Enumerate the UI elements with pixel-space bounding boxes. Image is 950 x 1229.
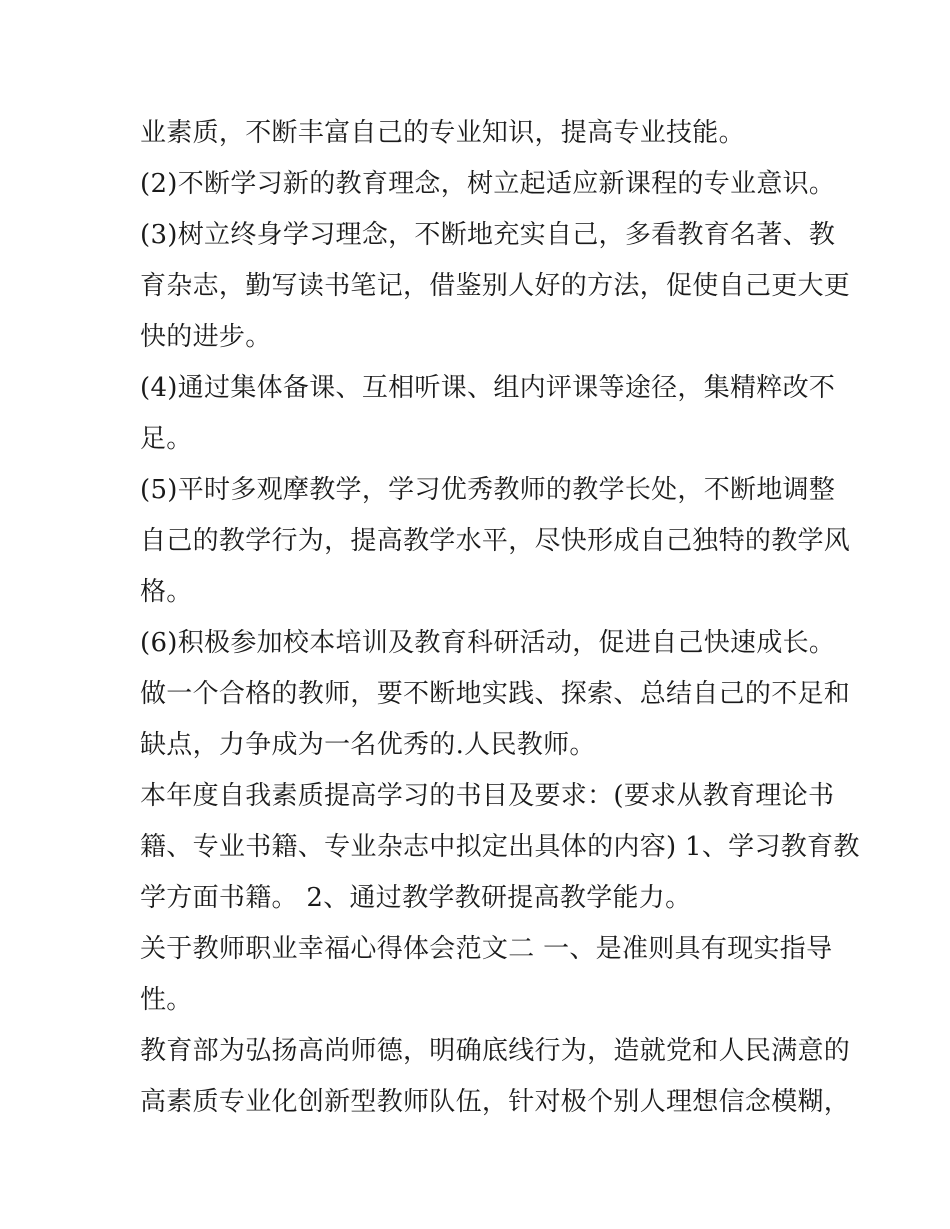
text-line: 格。 xyxy=(140,577,193,607)
text-line: 快的进步。 xyxy=(140,322,272,352)
text-line: 做一个合格的教师，要不断地实践、探索、总结自己的不足和 xyxy=(140,679,851,709)
text-line: 学方面书籍。 2、通过教学教研提高教学能力。 xyxy=(140,883,692,913)
text-line: 本年度自我素质提高学习的书目及要求：(要求从教育理论书 xyxy=(140,781,835,811)
text-line: 足。 xyxy=(140,424,193,454)
text-line: (5)平时多观摩教学，学习优秀教师的教学长处，不断地调整 xyxy=(140,475,836,505)
text-line: 自己的教学行为，提高教学水平，尽快形成自己独特的教学风 xyxy=(140,526,851,556)
text-line: 籍、专业书籍、专业杂志中拟定出具体的内容) 1、学习教育教 xyxy=(140,832,860,862)
text-line: 业素质，不断丰富自己的专业知识，提高专业技能。 xyxy=(140,118,745,148)
text-line: 关于教师职业幸福心得体会范文二 一、是准则具有现实指导 xyxy=(140,934,833,964)
text-line: 性。 xyxy=(140,985,193,1015)
text-line: 育杂志，勤写读书笔记，借鉴别人好的方法，促使自己更大更 xyxy=(140,271,851,301)
text-line: 高素质专业化创新型教师队伍，针对极个别人理想信念模糊， xyxy=(140,1087,851,1117)
text-line: (3)树立终身学习理念，不断地充实自己，多看教育名著、教 xyxy=(140,220,836,250)
document-body xyxy=(140,108,860,1128)
text-line: (4)通过集体备课、互相听课、组内评课等途径，集精粹改不 xyxy=(140,373,836,403)
text-line: (6)积极参加校本培训及教育科研活动，促进自己快速成长。 xyxy=(140,628,836,658)
text-line: 教育部为弘扬高尚师德，明确底线行为，造就党和人民满意的 xyxy=(140,1036,851,1066)
text-line: (2)不断学习新的教育理念，树立起适应新课程的专业意识。 xyxy=(140,169,836,199)
text-line: 缺点，力争成为一名优秀的.人民教师。 xyxy=(140,730,596,760)
